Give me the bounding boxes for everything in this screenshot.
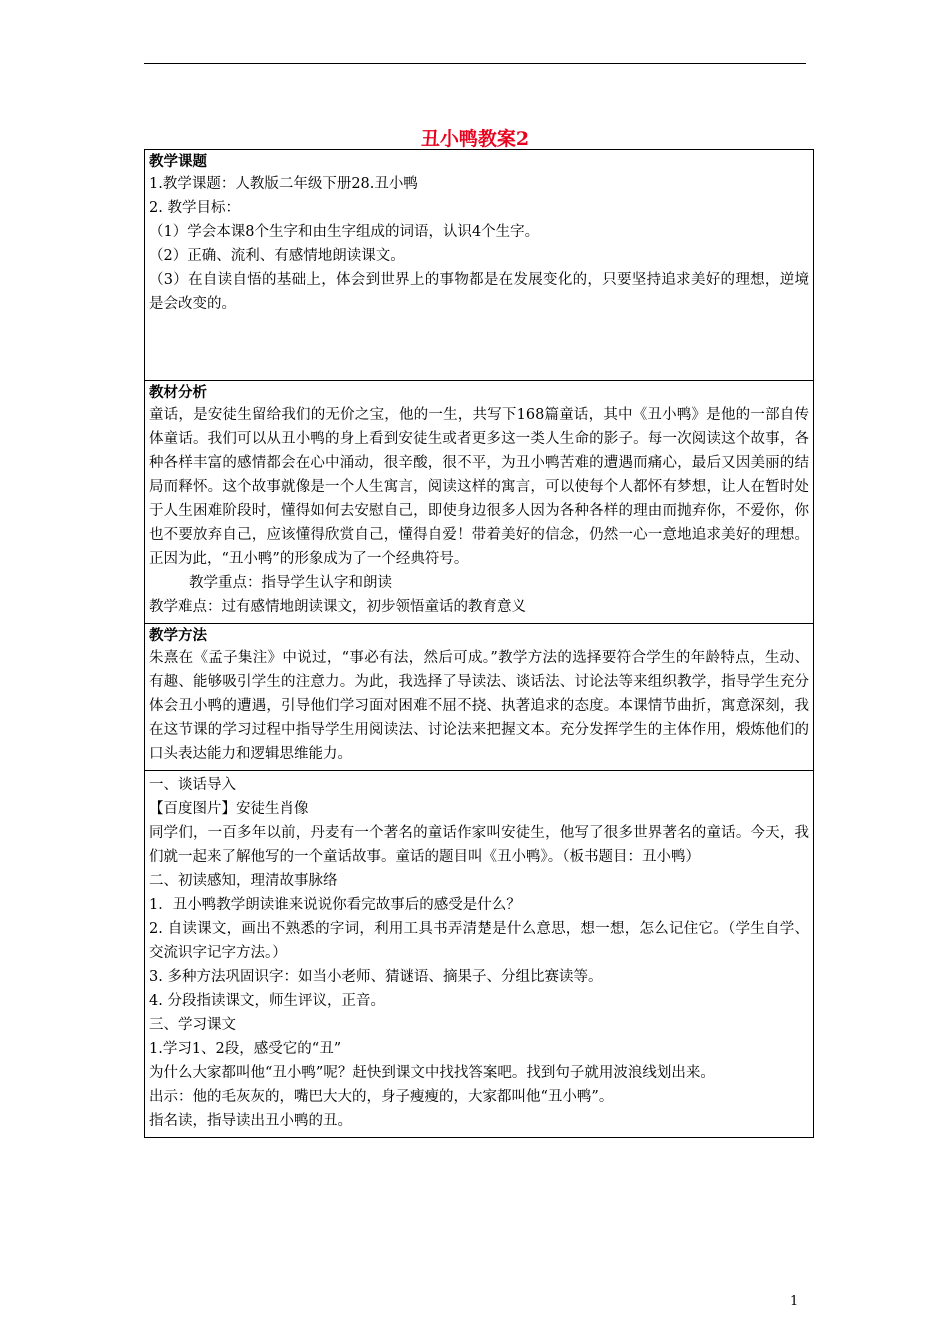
process-line: 为什么大家都叫他“丑小鸭”呢？赶快到课文中找找答案吧。找到句子就用波浪线划出来。: [149, 1065, 715, 1081]
process-line: 4. 分段指读课文，师生评议，正音。: [149, 993, 385, 1009]
method-row: [145, 624, 814, 771]
process-line: 同学们，一百多年以前，丹麦有一个著名的童话作家叫安徒生，他写了很多世界著名的童话。今天，我们就一起来了解他写的一个童话故事。童话的题目叫《丑小鸭》。（板书题目：丑小鸭）: [149, 825, 809, 865]
analysis-paragraph: 童话，是安徒生留给我们的无价之宝，他的一生，共写下168篇童话，其中《丑小鸭》是他的一部自传体童话。我们可以从丑小鸭的身上看到安徒生或者更多这一类人生命的影子。每一次阅读这个故事，各种各样丰富的感情都会在心中涌动，很辛酸，很不平，为丑小鸭苦难的遭遇而痛心，最后又因美丽的结局而释怀。这个故事就像是一个人生寓言，阅读这样的寓言，可以使每个人都怀有梦想，让人在暂时处于人生困难阶段时，懂得如何去安慰自己，即使身边很多人因为各种各样的理由而抛弃你，不爱你，你也不要放弃自己，应该懂得欣赏自己，懂得自爱！带着美好的信念，仍然一心一意地追求美好的理想。正因为此，“丑小鸭”的形象成为了一个经典符号。: [149, 407, 809, 567]
process-cell: [145, 771, 814, 1138]
process-line: 出示：他的毛灰灰的，嘴巴大大的，身子瘦瘦的，大家都叫他“丑小鸭”。: [149, 1089, 614, 1105]
topic-line: 1.教学课题：人教版二年级下册28.丑小鸭: [149, 176, 418, 192]
topic-heading: 教学课题: [149, 153, 207, 170]
key-point: 教学重点：指导学生认字和朗读: [189, 575, 392, 591]
difficulty-point: 教学难点：过有感情地朗读课文，初步领悟童话的教育意义: [149, 599, 526, 615]
method-heading: 教学方法: [149, 627, 207, 644]
topic-row: [145, 150, 814, 381]
process-line: 指名读，指导读出丑小鸭的丑。: [149, 1113, 352, 1129]
analysis-row: [145, 381, 814, 624]
page-number: 1: [790, 1294, 799, 1309]
topic-line: 2. 教学目标：: [149, 200, 240, 216]
process-line: 3. 多种方法巩固识字：如当小老师、猜谜语、摘果子、分组比赛读等。: [149, 969, 603, 985]
header-rule: [144, 63, 806, 64]
lesson-plan-table: [144, 149, 814, 1138]
process-line: 2. 自读课文，画出不熟悉的字词，利用工具书弄清楚是什么意思，想一想，怎么记住它。（学生自学、交流识字记字方法。）: [149, 921, 809, 961]
process-line: 一、谈话导入: [149, 777, 236, 793]
method-cell: [145, 624, 814, 771]
analysis-heading: 教材分析: [149, 384, 207, 401]
page-title: 丑小鸭教案2: [420, 128, 530, 150]
topic-line: （1）学会本课8个生字和由生字组成的词语，认识4个生字。: [149, 224, 540, 240]
process-row: [145, 771, 814, 1138]
topic-cell: [145, 150, 814, 381]
process-line: 1．丑小鸭教学朗读谁来说说你看完故事后的感受是什么？: [149, 897, 521, 913]
topic-line: （3）在自读自悟的基础上，体会到世界上的事物都是在发展变化的，只要坚持追求美好的理想，逆境是会改变的。: [149, 272, 809, 312]
analysis-cell: [145, 381, 814, 624]
process-line: 【百度图片】安徒生肖像: [149, 801, 309, 817]
process-line: 1.学习1、2段，感受它的“丑”: [149, 1041, 342, 1057]
process-line: 二、初读感知，理清故事脉络: [149, 873, 338, 889]
method-paragraph: 朱熹在《孟子集注》中说过，“事必有法，然后可成。”教学方法的选择要符合学生的年龄特点，生动、有趣、能够吸引学生的注意力。为此，我选择了导读法、谈话法、讨论法等来组织教学，指导学生充分体会丑小鸭的遭遇，引导他们学习面对困难不屈不挠、执著追求的态度。本课情节曲折，寓意深刻，我在这节课的学习过程中指导学生用阅读法、讨论法来把握文本。充分发挥学生的主体作用，煅炼他们的口头表达能力和逻辑思维能力。: [149, 650, 809, 762]
process-line: 三、学习课文: [149, 1017, 236, 1033]
topic-line: （2）正确、流利、有感情地朗读课文。: [149, 248, 405, 264]
